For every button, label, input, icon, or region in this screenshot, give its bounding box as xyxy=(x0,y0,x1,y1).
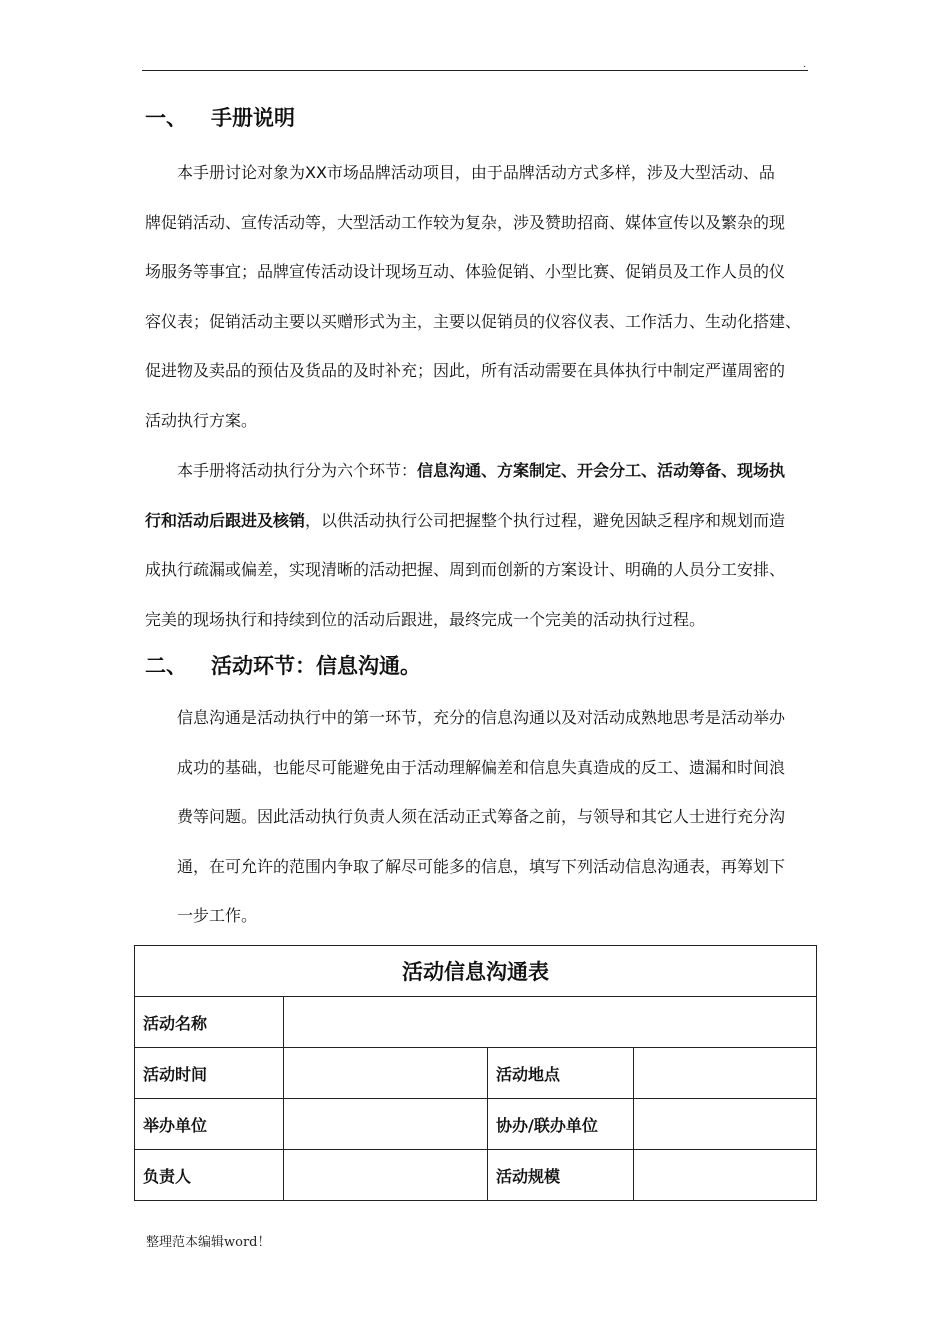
stages-paragraph xyxy=(145,446,820,644)
section-title: 手册说明 xyxy=(211,106,295,130)
paragraph-line: 通，在可允许的范围内争取了解尽可能多的信息，填写下列活动信息沟通表，再筹划下 xyxy=(177,856,786,876)
table-row xyxy=(135,1048,817,1099)
paragraph-line: 本手册讨论对象为XX市场品牌活动项目，由于品牌活动方式多样，涉及大型活动、品 xyxy=(177,163,775,182)
table-row xyxy=(135,1099,817,1150)
paragraph-line xyxy=(145,496,820,546)
paragraph-line: 信息沟通是活动执行中的第一环节，充分的信息沟通以及对活动成熟地思考是活动举办 xyxy=(177,708,786,727)
communication-paragraph xyxy=(177,693,822,941)
activity-place-field[interactable] xyxy=(634,1048,817,1099)
section-title: 活动环节：信息沟通。 xyxy=(211,654,421,678)
activity-place-label: 活动地点 xyxy=(488,1048,634,1099)
header-dot: . xyxy=(803,59,807,70)
activity-time-label: 活动时间 xyxy=(135,1048,284,1099)
paragraph-line: 促进物及卖品的预估及货品的及时补充；因此，所有活动需要在具体执行中制定严谨周密的 xyxy=(145,361,786,380)
host-unit-field[interactable] xyxy=(284,1099,488,1150)
host-unit-label: 举办单位 xyxy=(135,1099,284,1150)
activity-info-table xyxy=(134,945,817,1201)
activity-name-field[interactable] xyxy=(284,997,817,1048)
activity-scale-field[interactable] xyxy=(634,1150,817,1201)
person-in-charge-field[interactable] xyxy=(284,1150,488,1201)
header-rule xyxy=(142,70,808,71)
section-number: 二、 xyxy=(145,654,187,678)
paragraph-line: 牌促销活动、宣传活动等，大型活动工作较为复杂，涉及赞助招商、媒体宣传以及繁杂的现 xyxy=(145,212,786,232)
paragraph-line xyxy=(145,446,820,496)
section-number: 一、 xyxy=(145,106,187,130)
paragraph-line: 容仪表；促销活动主要以买赠形式为主，主要以促销员的仪容仪表、工作活力、生动化搭建、 xyxy=(145,311,802,331)
table-row xyxy=(135,946,817,997)
line-text: 本手册将活动执行分为六个环节： xyxy=(177,461,418,480)
intro-paragraph xyxy=(145,148,820,445)
paragraph-line: 完美的现场执行和持续到位的活动后跟进，最终完成一个完美的活动执行过程。 xyxy=(145,609,706,629)
table-title: 活动信息沟通表 xyxy=(135,946,817,997)
paragraph-line: 费等问题。因此活动执行负责人须在活动正式筹备之前，与领导和其它人士进行充分沟 xyxy=(177,807,786,826)
paragraph-line: 活动执行方案。 xyxy=(145,410,258,430)
activity-scale-label: 活动规模 xyxy=(488,1150,634,1201)
footer-note: 整理范本编辑word！ xyxy=(146,1235,271,1250)
table-row xyxy=(135,1150,817,1201)
cohost-unit-field[interactable] xyxy=(634,1099,817,1150)
person-in-charge-label: 负责人 xyxy=(135,1150,284,1201)
stages-list-bold: 行和活动后跟进及核销 xyxy=(145,510,306,530)
section-heading-info-communication xyxy=(145,652,421,680)
paragraph-line: 成执行疏漏或偏差，实现清晰的活动把握、周到而创新的方案设计、明确的人员分工安排、 xyxy=(145,560,786,579)
activity-name-label: 活动名称 xyxy=(135,997,284,1048)
stages-list-bold: 信息沟通、方案制定、开会分工、活动筹备、现场执 xyxy=(417,461,786,480)
line-text: ，以供活动执行公司把握整个执行过程，避免因缺乏程序和规划而造 xyxy=(305,510,786,530)
table-row xyxy=(135,997,817,1048)
cohost-unit-label: 协办/联办单位 xyxy=(488,1099,634,1150)
section-heading-manual-intro xyxy=(145,104,295,132)
activity-time-field[interactable] xyxy=(284,1048,488,1099)
paragraph-line: 一步工作。 xyxy=(177,906,258,925)
paragraph-line: 场服务等事宜；品牌宣传活动设计现场互动、体验促销、小型比赛、促销员及工作人员的仪 xyxy=(145,262,786,281)
paragraph-line: 成功的基础，也能尽可能避免由于活动理解偏差和信息失真造成的反工、遗漏和时间浪 xyxy=(177,757,786,777)
